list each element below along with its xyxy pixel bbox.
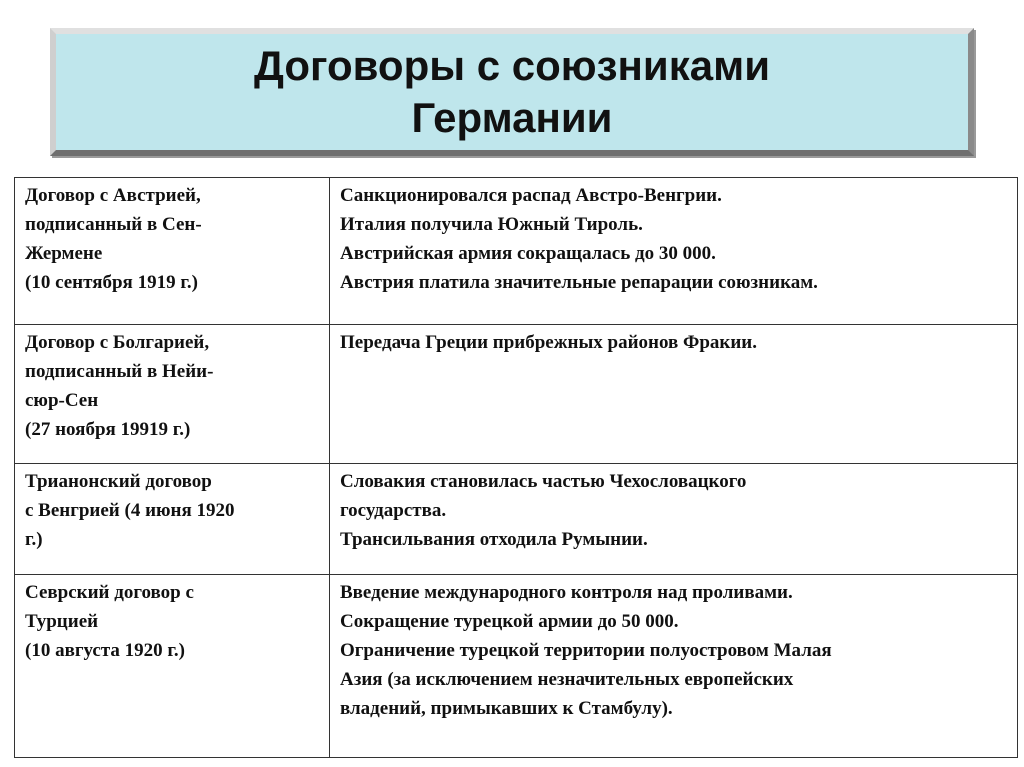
terms-cell — [330, 178, 1018, 325]
treaty-line: сюр-Сен — [25, 390, 99, 411]
terms-line: Ограничение турецкой территории полуостровом Малая — [340, 640, 832, 661]
title-banner — [50, 28, 974, 156]
treaty-line: Трианонский договор — [25, 471, 212, 492]
table-row — [15, 325, 1018, 464]
table-row — [15, 178, 1018, 325]
terms-line: Сокращение турецкой армии до 50 000. — [340, 611, 679, 632]
terms-line: государства. — [340, 500, 447, 521]
treaty-cell — [15, 325, 330, 464]
treaty-line: подписанный в Нейи- — [25, 361, 214, 382]
page-title-line-1: Договоры с союзниками — [253, 42, 771, 89]
treaty-line: Договор с Австрией, — [25, 185, 201, 206]
terms-cell — [330, 575, 1018, 758]
page-title — [254, 40, 770, 144]
page-title-line-2: Германии — [411, 94, 613, 141]
terms-line: Передача Греции прибрежных районов Фракии. — [340, 332, 758, 353]
treaty-line: (27 ноября 19919 г.) — [25, 419, 191, 440]
treaty-cell — [15, 464, 330, 575]
treaty-line: (10 августа 1920 г.) — [25, 640, 185, 661]
terms-line: Австрийская армия сокращалась до 30 000. — [340, 243, 716, 264]
terms-line: Санкционировался распад Австро-Венгрии. — [340, 185, 722, 206]
treaty-line: с Венгрией (4 июня 1920 — [25, 500, 235, 521]
table-row — [15, 575, 1018, 758]
terms-line: владений, примыкавших к Стамбулу). — [340, 698, 673, 719]
terms-line: Азия (за исключением незначительных европейских — [340, 669, 794, 690]
treaty-line: Севрский договор с — [25, 582, 194, 603]
terms-cell — [330, 464, 1018, 575]
treaty-line: Турцией — [25, 611, 99, 632]
treaty-cell — [15, 575, 330, 758]
treaty-line: (10 сентября 1919 г.) — [25, 272, 198, 293]
table-row — [15, 464, 1018, 575]
treaty-line: Жермене — [25, 243, 103, 264]
terms-line: Словакия становилась частью Чехословацкого — [340, 471, 747, 492]
treaty-cell — [15, 178, 330, 325]
treaty-line: Договор с Болгарией, — [25, 332, 210, 353]
terms-line: Италия получила Южный Тироль. — [340, 214, 643, 235]
treaties-table — [14, 177, 1018, 758]
terms-cell — [330, 325, 1018, 464]
terms-line: Введение международного контроля над проливами. — [340, 582, 793, 603]
treaty-line: подписанный в Сен- — [25, 214, 202, 235]
terms-line: Трансильвания отходила Румынии. — [340, 529, 648, 550]
terms-line: Австрия платила значительные репарации союзникам. — [340, 272, 818, 293]
treaty-line: г.) — [25, 529, 43, 550]
